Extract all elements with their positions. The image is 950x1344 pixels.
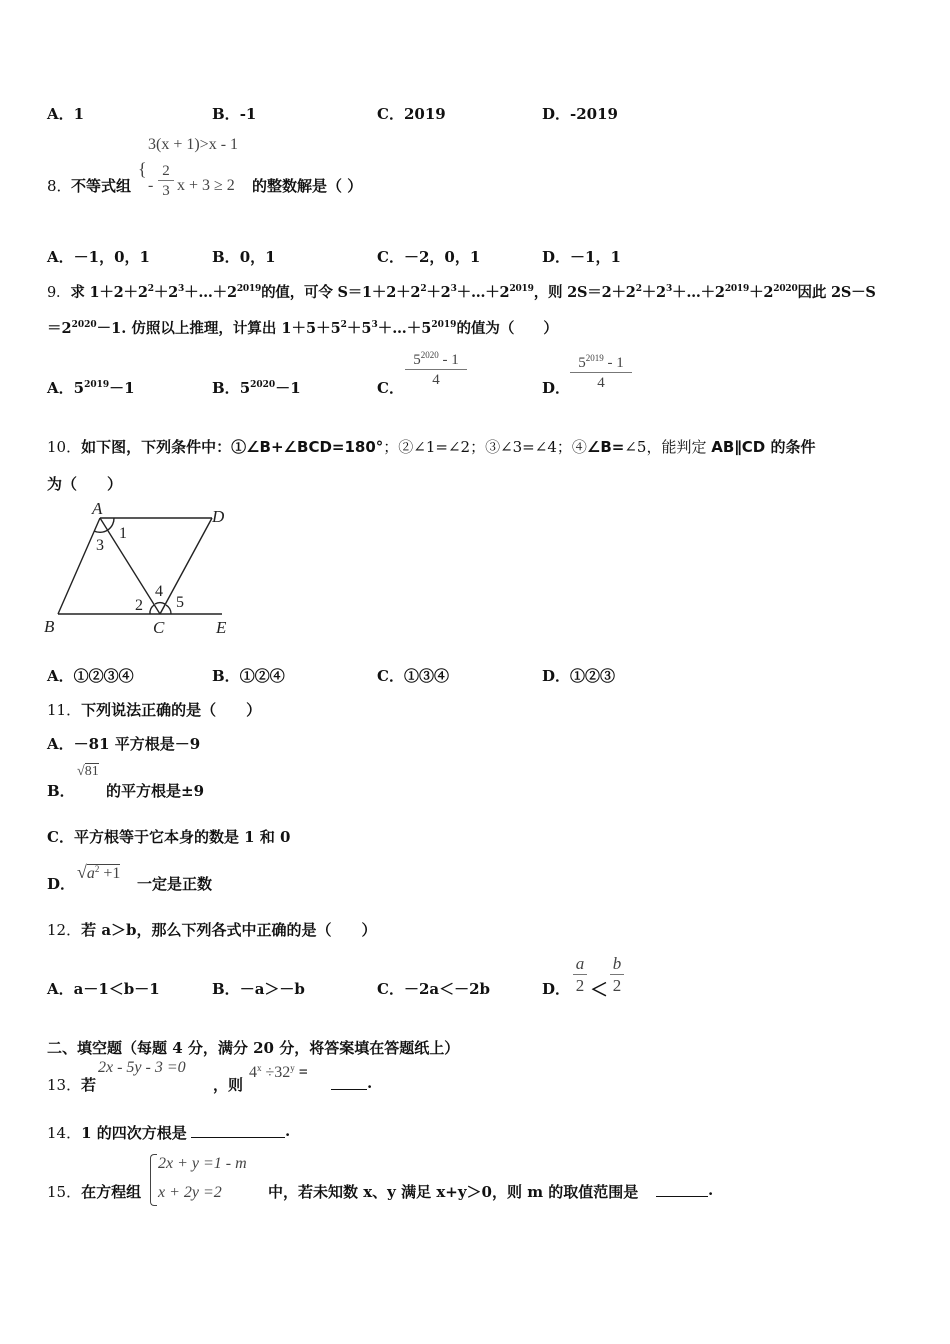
q8-option-d: D．－1，1 [542,248,621,266]
label-e: E [216,618,227,637]
q8-inequality-2-rest: x + 3 ≥ 2 [177,177,235,194]
q8-inequality-1: 3(x + 1)>x - 1 [148,136,239,153]
q10-option-a: A．①②③④ [47,667,134,685]
q9-line-1: 9．求 $1+2+2^2+2^3+\dots+2^{2019}$的值，可令 $S=1+2+2^2+2^3+\dots+2^{2019}$，则 $2S=2+2^2+2^3+\dots+2^{2019}+2^{2020}$因此 2S－S [47,284,876,301]
q9-option-a: A．$5^{2019}-1$ [47,379,135,397]
q11-option-c: C．平方根等于它本身的数是 1 和 0 [47,828,291,846]
q15-system-brace [150,1154,157,1206]
label-d: D [212,507,225,526]
label-c: C [153,618,165,637]
q11-option-d-label: D． [47,875,76,893]
q11-option-b-text: 的平方根是±9 [106,782,205,800]
q15-prefix: 15．在方程组 [47,1183,142,1201]
q10-geometry-figure [40,500,240,640]
q9-option-d-fraction: $5^{2019} - 1$ 4 [570,355,632,391]
q9-option-d-label: D． [542,379,571,397]
q15-text: 中，若未知数 x、y 满足 x+y＞0，则 m 的取值范围是 [268,1183,639,1201]
q13-answer-blank[interactable]: . [331,1074,372,1092]
q10-line-2: 为（ ） [47,475,123,493]
segment-ab [58,518,100,614]
q11-option-d-radical: $√a^2 +1$ [77,862,121,882]
q10-option-b: B．①②④ [212,667,285,685]
q8-option-b: B．0，1 [212,248,276,266]
q11-option-a: A．－81 平方根是－9 [47,735,201,753]
q9-option-c-label: C． [377,379,404,397]
q8-brace: { [138,159,147,179]
q8-inequality-2-sign: - [148,177,154,194]
q14-line: 14．1 的四次方根是 [47,1124,187,1142]
q11-option-d-text: 一定是正数 [137,875,213,893]
q8-option-c: C．－2，0，1 [377,248,481,266]
q12-option-d-fraction-b: b 2 [610,955,624,995]
q12-option-d-label: D． [542,980,571,998]
q8-suffix: 的整数解是（ ） [252,177,363,195]
q8-option-a: A．－1，0，1 [47,248,150,266]
q9-option-b: B．$5^{2020}-1$ [212,379,301,397]
q12-option-c: C．－2a＜－2b [377,980,491,998]
q13-number: 13． [47,1076,82,1094]
q7-option-c: C．2019 [377,105,446,123]
q12-option-d-fraction-a: a 2 [573,955,587,995]
angle-arc-c-left [150,605,154,614]
q7-option-a: A．1 [47,105,85,123]
q12-option-b: B．－a＞－b [212,980,305,998]
q10-line-1: 10．如下图，下列条件中：①∠B+∠BCD=180°；②∠1=∠2；③∠3=∠4；④∠B=∠5，能判定 AB∥CD 的条件 [47,438,816,456]
label-b: B [44,617,55,636]
angle-arc-c-right [166,605,171,614]
angle-label-5: 5 [176,594,184,611]
segment-ac [100,518,160,614]
q8-number: 8． [47,177,72,195]
angle-arc-c-mid [155,603,165,604]
segment-cd [160,518,212,614]
q13-mid: ，则 [213,1076,244,1094]
q9-line-2: $=2^{2020}-1$. 仿照以上推理，计算出 $1+5+5^2+5^3+\dots+5^{2019}$的值为（ ） [47,320,558,337]
q13-expression: $4^x \div 32^y$ = [249,1063,308,1081]
q10-option-c: C．①③④ [377,667,449,685]
q12-option-a: A．a－1＜b－1 [47,980,160,998]
q8-fraction: 2 3 [158,163,174,199]
angle-label-3: 3 [96,537,104,554]
q11-stem: 11．下列说法正确的是（ ） [47,701,262,719]
q15-equation-2: x + 2y =2 [158,1184,222,1201]
angle-label-2: 2 [135,597,143,614]
q15-answer-blank[interactable]: . [656,1181,713,1199]
q10-option-d: D．①②③ [542,667,616,685]
angle-label-1: 1 [119,525,127,542]
section-2-title: 二、填空题（每题 4 分，满分 20 分，将答案填在答题纸上） [47,1039,460,1057]
q7-option-b: B．-1 [212,105,257,123]
q11-option-b-radical: √81 [77,764,99,779]
q7-option-d: D．-2019 [542,105,618,123]
q8-prefix: 不等式组 [71,177,132,195]
q11-option-b-label: B． [47,782,75,800]
q15-equation-1: 2x + y =1 - m [158,1155,247,1172]
angle-label-4: 4 [155,583,163,600]
label-a: A [92,500,103,518]
q14-answer-blank[interactable]: . [191,1122,290,1140]
q13-equation: 2x - 5y - 3 =0 [98,1059,186,1076]
q9-option-c-fraction: $5^{2020} - 1$ 4 [405,352,467,388]
q13-prefix: 若 [81,1076,97,1094]
q12-option-d-less-than: ＜ [590,980,608,1001]
q12-stem: 12．若 a＞b，那么下列各式中正确的是（ ） [47,921,377,939]
